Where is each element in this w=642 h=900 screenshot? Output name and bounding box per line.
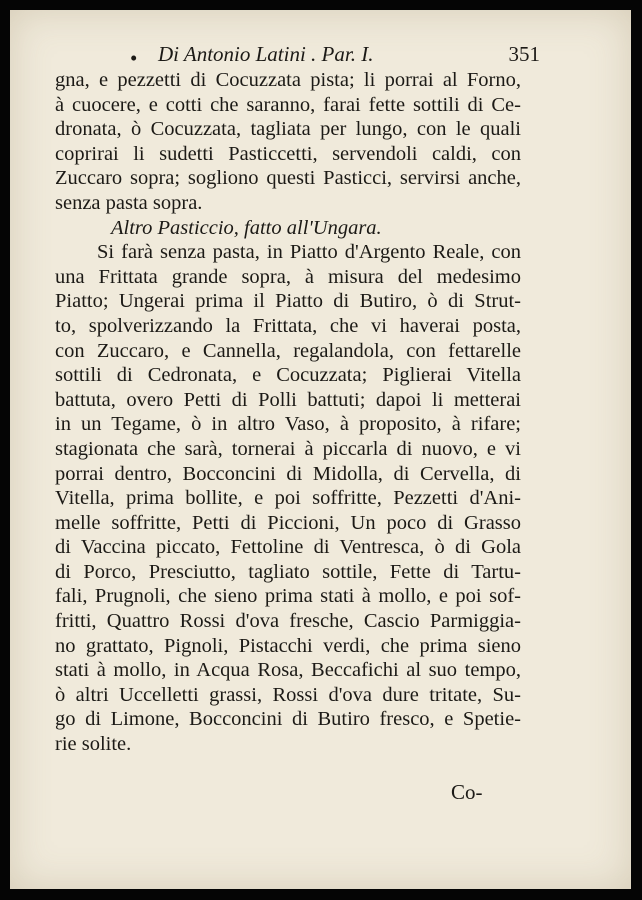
book-page [10, 10, 631, 889]
text-line: no grattato, Pignoli, Pistacchi verdi, che prima sieno [55, 634, 521, 657]
text-line: una Frittata grande sopra, à misura del medesimo [55, 265, 521, 288]
text-line: di Porco, Presciutto, tagliato sottile, Fette di Tartu- [55, 560, 521, 583]
text-line: to, spolverizzando la Frittata, che vi haverai posta, [55, 314, 521, 337]
text-line: porrai dentro, Bocconcini di Midolla, di Cervella, di [55, 462, 521, 485]
text-line: Zuccaro sopra; sogliono questi Pasticci, servirsi anche, [55, 167, 521, 190]
text-line: Vitella, prima bollite, e poi soffritte, Pezzetti d'Ani- [55, 487, 521, 510]
text-line: rie solite. [55, 733, 132, 756]
text-line: con Zuccaro, e Cannella, regalandola, con fettarelle [55, 339, 521, 362]
section-heading: Altro Pasticcio, fatto all'Ungara. [111, 216, 382, 239]
body-text [55, 68, 521, 757]
text-line: gna, e pezzetti di Cocuzzata pista; li porrai al Forno, [55, 69, 521, 91]
text-line: battuta, overo Petti di Polli battuti; dapoi li metterai [55, 388, 521, 411]
text-line: Piatto; Ungerai prima il Piatto di Butiro, ò di Strut- [55, 290, 521, 313]
running-title: Di Antonio Latini . Par. I. [158, 42, 374, 66]
text-line: fali, Prugnoli, che sieno prima stati à mollo, e poi sof- [55, 585, 521, 608]
page-number: 351 [508, 42, 540, 66]
text-line: coprirai li sudetti Pasticcetti, servendoli caldi, con [55, 142, 521, 165]
text-line: à cuocere, e cotti che saranno, farai fette sottili di Ce- [55, 93, 521, 116]
text-line: sottili di Cedronata, e Cocuzzata; Piglierai Vitella [55, 364, 521, 387]
text-line: di Vaccina piccato, Fettoline di Ventresca, ò di Gola [55, 536, 521, 559]
text-line: fritti, Quattro Rossi d'ova fresche, Cascio Parmiggia- [55, 610, 521, 633]
text-line: dronata, ò Cocuzzata, tagliata per lungo, con le quali [55, 118, 521, 141]
catchword: Co- [451, 780, 483, 804]
text-line: Si farà senza pasta, in Piatto d'Argento Reale, con [97, 241, 521, 264]
text-line: melle soffritte, Petti di Piccioni, Un poco di Grasso [55, 511, 521, 534]
text-line: senza pasta sopra. [55, 191, 203, 214]
text-line: in un Tegame, ò in altro Vaso, à proposito, à rifare; [55, 413, 521, 436]
text-line: go di Limone, Bocconcini di Butiro fresco, e Spetie- [55, 708, 521, 731]
header-bullet: • [130, 46, 138, 70]
text-line: stagionata che sarà, tornerai à piccarla di nuovo, e vi [55, 437, 521, 460]
text-line: ò altri Uccelletti grassi, Rossi d'ova dure tritate, Su- [55, 683, 521, 706]
text-line: stati à mollo, in Acqua Rosa, Beccafichi al suo tempo, [55, 659, 521, 682]
